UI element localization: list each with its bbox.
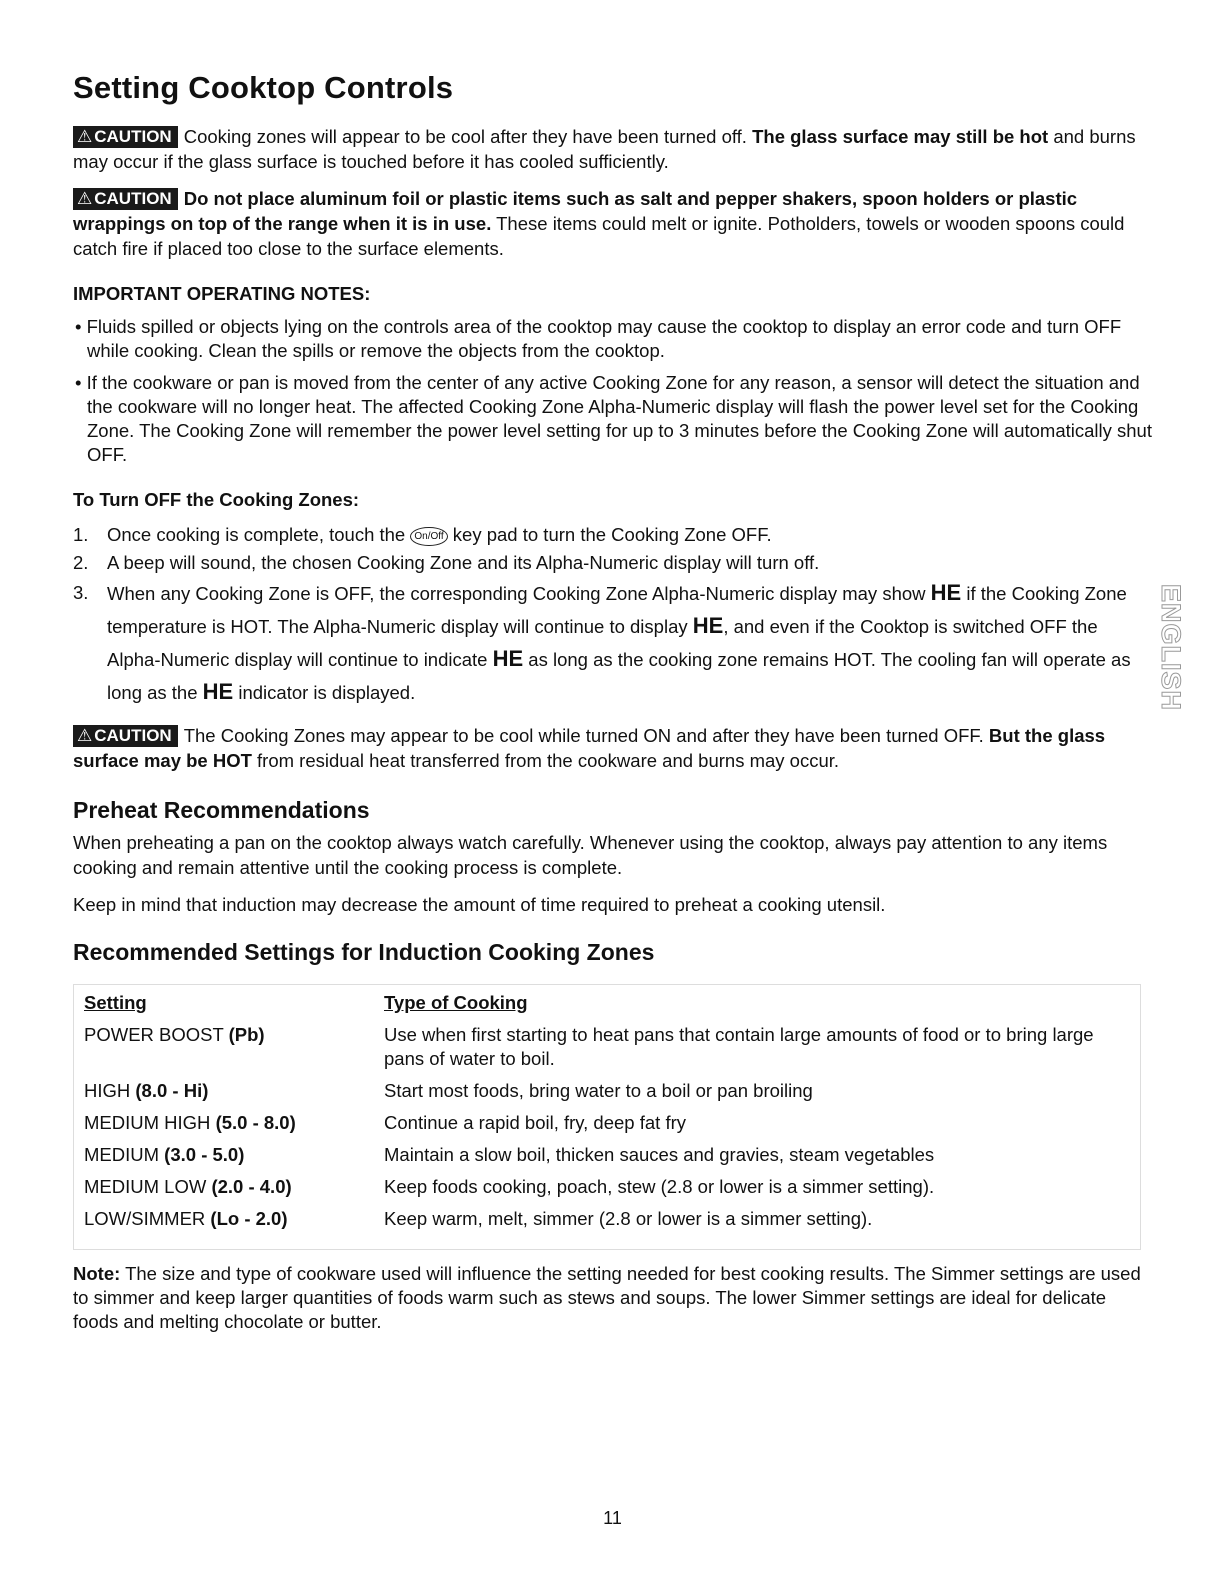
preheat-paragraph-1: When preheating a pan on the cooktop always watch carefully. Whenever using the cooktop, always pay attention to any items cooking and remain attentive until the cooking process is complete. (73, 832, 1108, 878)
caution-paragraph-3: ⚠ CAUTION The Cooking Zones may appear to be cool while turned ON and after they have been turned OFF. But the glass surface may be HOT from residual heat transferred from the cookware and burns may occur. (73, 725, 1106, 771)
caution-paragraph-2: ⚠ CAUTION Do not place aluminum foil or plastic items such as salt and pepper shakers, spoon holders or plastic wrappings on top of the range when it is in use. These items could melt or ignite. Potholders, towels or wooden spoons could catch fire if placed too close to the surface elements. (73, 188, 1125, 259)
language-side-tab: ENGLISH (1155, 583, 1186, 711)
table-row: MEDIUM (3.0 - 5.0) Maintain a slow boil, thicken sauces and gravies, steam vegetables (84, 1144, 935, 1165)
list-item: 3. When any Cooking Zone is OFF, the corresponding Cooking Zone Alpha-Numeric display may show HE if the Cooking Zone temperature is HOT. The Alpha-Numeric display will continue to display HE, and even if the Cooktop is switched OFF the Alpha-Numeric display will continue to indicate HE as long as the cooking zone remains HOT. The cooling fan will operate as long as the HE indicator is displayed. (73, 580, 1131, 704)
list-item: 1. Once cooking is complete, touch the On/Off key pad to turn the Cooking Zone OFF. (73, 524, 772, 545)
page-number: 11 (603, 1508, 622, 1528)
notes-heading: IMPORTANT OPERATING NOTES: (73, 283, 371, 304)
caution-paragraph-1: ⚠ CAUTION Cooking zones will appear to be cool after they have been turned off. The glass surface may still be hot and burns may occur if the glass surface is touched before it has cooled sufficiently. (73, 126, 1136, 172)
list-item: • If the cookware or pan is moved from the center of any active Cooking Zone for any reason, a sensor will detect the situation and the cookware will no longer heat. The affected Cooking Zone Alpha-Numeric display will flash the power level set for the Cooking Zone. The Cooking Zone will remember the power level setting for up to 3 minutes before the Cooking Zone will automatically shut OFF. (75, 372, 1152, 465)
table-header-row (74, 985, 1141, 1020)
list-item: • Fluids spilled or objects lying on the controls area of the cooktop may cause the cooktop to display an error code and turn OFF while cooking. Clean the spills or remove the objects from the cooktop. (75, 316, 1122, 361)
caution-badge: ⚠ CAUTION (73, 188, 178, 210)
settings-heading: Recommended Settings for Induction Cooking Zones (73, 939, 655, 965)
table-row: MEDIUM LOW (2.0 - 4.0) Keep foods cooking, poach, stew (2.8 or lower is a simmer setting). (84, 1176, 935, 1197)
table-row: POWER BOOST (Pb) Use when first starting to heat pans that contain large amounts of food or to bring large pans of water to boil. (84, 1024, 1094, 1069)
column-header-setting: Setting (84, 992, 147, 1013)
preheat-heading: Preheat Recommendations (73, 797, 370, 823)
table-row: MEDIUM HIGH (5.0 - 8.0) Continue a rapid boil, fry, deep fat fry (84, 1112, 686, 1133)
list-item: 2. A beep will sound, the chosen Cooking Zone and its Alpha-Numeric display will turn off. (73, 552, 820, 573)
notes-list (73, 315, 1153, 467)
table-row: LOW/SIMMER (Lo - 2.0) Keep warm, melt, simmer (2.8 or lower is a simmer setting). (84, 1208, 873, 1229)
warning-triangle-icon: ⚠ (77, 189, 93, 208)
steps-list (73, 521, 1153, 709)
turnoff-heading: To Turn OFF the Cooking Zones: (73, 489, 360, 510)
column-header-type: Type of Cooking (384, 992, 528, 1013)
caution-badge: ⚠ CAUTION (73, 725, 178, 747)
warning-triangle-icon: ⚠ (77, 127, 93, 146)
manual-page (73, 70, 1153, 1346)
settings-table (73, 984, 1141, 1250)
on-off-key-icon: On/Off (410, 527, 447, 546)
warning-triangle-icon: ⚠ (77, 726, 93, 745)
preheat-paragraph-2: Keep in mind that induction may decrease the amount of time required to preheat a cooking utensil. (73, 894, 886, 915)
caution-badge: ⚠ CAUTION (73, 126, 178, 148)
page-title: Setting Cooktop Controls (73, 70, 454, 105)
note-paragraph: Note: The size and type of cookware used will influence the setting needed for best cooking results. The Simmer settings are used to simmer and keep larger quantities of foods warm such as stews and soups. The lower Simmer settings are ideal for delicate foods and melting chocolate or butter. (73, 1263, 1141, 1332)
table-row: HIGH (8.0 - Hi) Start most foods, bring water to a boil or pan broiling (84, 1080, 813, 1101)
